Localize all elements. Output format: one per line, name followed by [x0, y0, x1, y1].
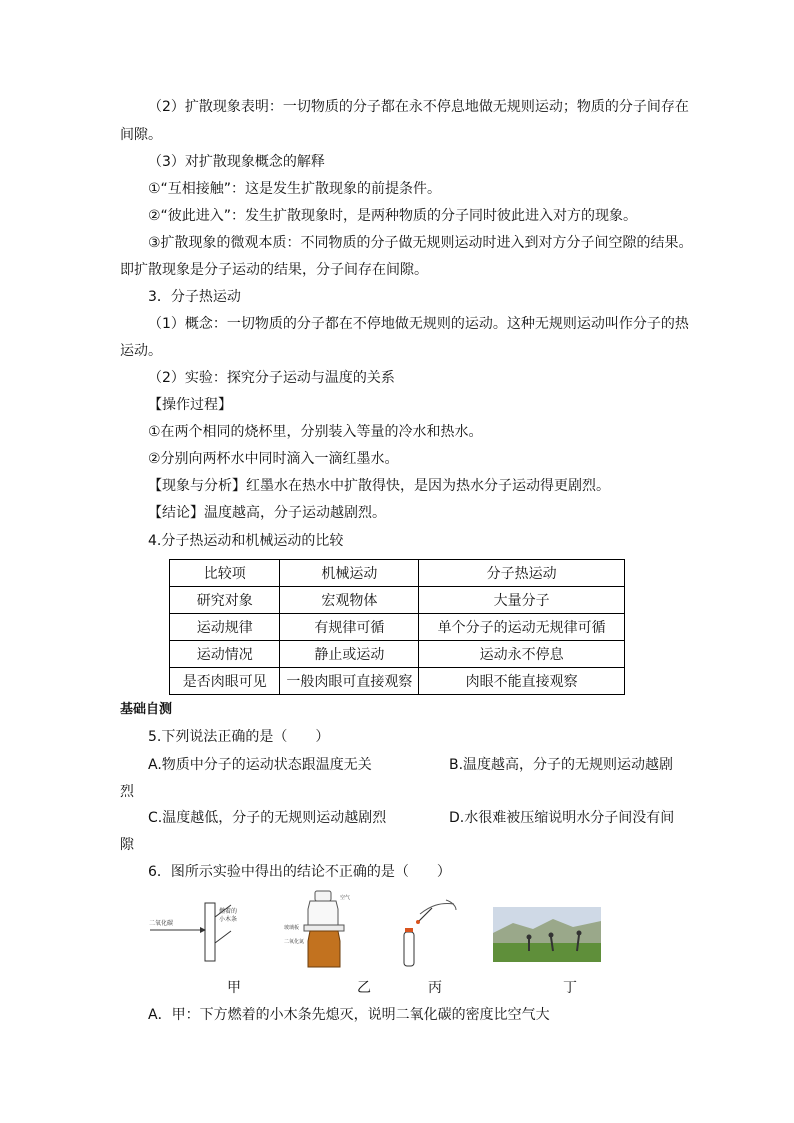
table-header-cell: 分子热运动 [419, 560, 625, 587]
table-cell: 有规律可循 [280, 614, 419, 641]
paragraph: ②分别向两杯水中同时滴入一滴红墨水。 [148, 451, 399, 467]
table-header-cell: 机械运动 [280, 560, 419, 587]
option-d-continued: 隙 [120, 837, 134, 853]
paragraph: ①在两个相同的烧杯里，分别装入等量的冷水和热水。 [148, 424, 483, 440]
figure-yi [282, 887, 362, 969]
table-row [170, 668, 625, 695]
figure-label: 小木条 [219, 916, 238, 923]
paragraph: 间隙。 [120, 127, 162, 143]
figure-caption: 丙 [428, 980, 442, 996]
table-cell: 运动永不停息 [419, 641, 625, 668]
paragraph: 【结论】温度越高，分子运动越剧烈。 [148, 505, 386, 521]
figure-bing [396, 894, 460, 968]
table-row [170, 614, 625, 641]
paragraph: 即扩散现象是分子运动的结果，分子间存在间隙。 [120, 262, 428, 278]
table-cell: 是否肉眼可见 [170, 668, 280, 695]
table-cell: 静止或运动 [280, 641, 419, 668]
table-cell: 单个分子的运动无规律可循 [419, 614, 625, 641]
option-d: D.水很难被压缩说明水分子间没有间 [449, 810, 675, 826]
comparison-table [169, 559, 625, 695]
table-cell: 一般肉眼可直接观察 [280, 668, 419, 695]
section-title: 基础自测 [120, 702, 173, 717]
paragraph: （3）对扩散现象概念的解释 [148, 154, 325, 170]
figure-ding [493, 907, 601, 962]
table-cell: 肉眼不能直接观察 [419, 668, 625, 695]
option-c: C.温度越低，分子的无规则运动越剧烈 [148, 810, 387, 826]
table-row [170, 587, 625, 614]
paragraph: （2）实验：探究分子运动与温度的关系 [148, 370, 395, 386]
figure-caption: 乙 [357, 980, 371, 996]
paragraph: ①“互相接触”：这是发生扩散现象的前提条件。 [148, 181, 442, 197]
option-b: B.温度越高，分子的无规则运动越剧 [449, 757, 674, 773]
figure-caption: 甲 [227, 980, 241, 996]
figure-label: 空气 [340, 895, 351, 901]
option-a: A.物质中分子的运动状态跟温度无关 [148, 757, 372, 773]
table-header-cell: 比较项 [170, 560, 280, 587]
paragraph: （2）扩散现象表明：一切物质的分子都在永不停息地做无规则运动；物质的分子间存在 [148, 99, 689, 115]
table-header-row [170, 560, 625, 587]
figure-label: 二氧化氮 [284, 939, 305, 945]
figure-label: 燃着的 [219, 908, 238, 915]
paragraph: 【操作过程】 [148, 397, 232, 413]
option-b-continued: 烈 [120, 784, 134, 800]
table-cell: 宏观物体 [280, 587, 419, 614]
paragraph: ③扩散现象的微观本质：不同物质的分子做无规则运动时进入到对方分子间空隙的结果。 [148, 235, 693, 251]
section-heading: 4.分子热运动和机械运动的比较 [148, 533, 344, 549]
table-cell: 研究对象 [170, 587, 280, 614]
table-cell: 大量分子 [419, 587, 625, 614]
question-stem: 6．图所示实验中得出的结论不正确的是（ ） [148, 864, 451, 880]
paragraph: 【现象与分析】红墨水在热水中扩散得快，是因为热水分子运动得更剧烈。 [148, 478, 610, 494]
paragraph: 运动。 [120, 343, 162, 359]
figure-label: 玻璃板 [284, 925, 300, 931]
figure-label: 二氧化碳 [149, 920, 174, 927]
table-cell: 运动情况 [170, 641, 280, 668]
table-row [170, 641, 625, 668]
question-stem: 5.下列说法正确的是（ ） [148, 729, 330, 745]
figure-caption: 丁 [563, 980, 577, 996]
table-cell: 运动规律 [170, 614, 280, 641]
figure-jia [145, 895, 245, 965]
paragraph: （1）概念：一切物质的分子都在不停地做无规则的运动。这种无规则运动叫作分子的热 [148, 316, 689, 332]
option-a: A．甲：下方燃着的小木条先熄灭，说明二氧化碳的密度比空气大 [148, 1007, 550, 1023]
paragraph: ②“彼此进入”：发生扩散现象时，是两种物质的分子同时彼此进入对方的现象。 [148, 208, 638, 224]
section-heading: 3．分子热运动 [148, 289, 241, 305]
